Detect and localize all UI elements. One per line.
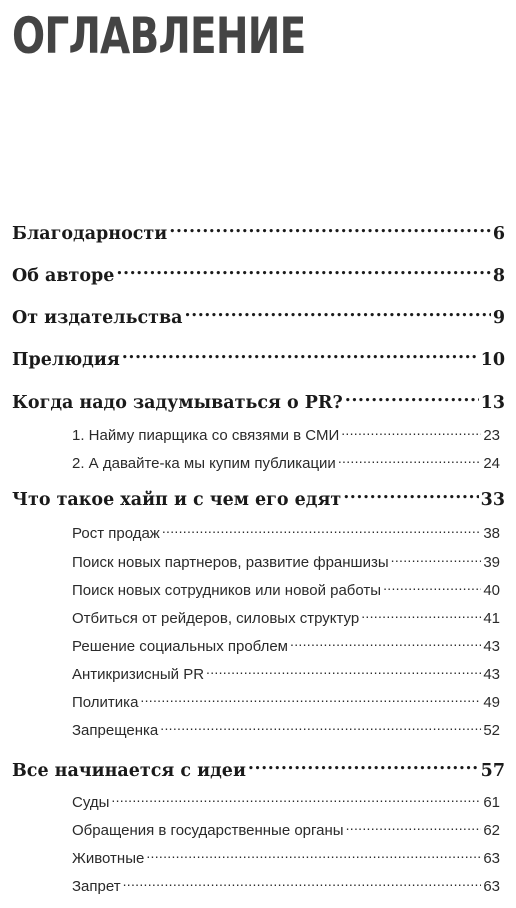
toc-entry-title: Запрещенка: [72, 722, 159, 739]
toc-entry-title: Когда надо задумываться о PR?: [12, 392, 343, 413]
dot-leader: [160, 720, 481, 735]
toc-entry-chapter[interactable]: [12, 305, 505, 330]
toc-entry-section[interactable]: [72, 580, 500, 601]
toc-entry-chapter[interactable]: [12, 347, 505, 372]
dot-leader: [185, 305, 491, 323]
toc-entry-page: 57: [480, 760, 505, 781]
toc-entry-title: Все начинается с идеи: [12, 760, 246, 781]
toc-entry-title: Политика: [72, 694, 139, 711]
toc-entry-title: Решение социальных проблем: [72, 638, 288, 655]
toc-entry-section[interactable]: [72, 720, 500, 741]
toc-entry-title: Поиск новых сотрудников или новой работы: [72, 582, 382, 599]
toc-entry-chapter[interactable]: [12, 390, 505, 415]
toc-entry-section[interactable]: [72, 692, 500, 713]
toc-entry-title: 1. Найму пиарщика со связями в СМИ: [72, 427, 340, 444]
dot-leader: [383, 580, 481, 595]
toc-entry-section[interactable]: [72, 820, 500, 841]
toc-entry-page: 24: [483, 455, 500, 472]
toc-entry-section[interactable]: [72, 608, 500, 629]
toc-entry-section[interactable]: [72, 453, 500, 474]
toc-entry-page: 41: [483, 610, 500, 627]
toc-entry-title: 2. А давайте-ка мы купим публикации: [72, 455, 336, 472]
dot-leader: [338, 453, 482, 468]
toc-entry-page: 63: [483, 850, 500, 867]
toc-entry-section[interactable]: [72, 792, 500, 813]
dot-leader: [122, 347, 479, 365]
toc-entry-page: 9: [492, 307, 505, 328]
toc-entry-title: Отбиться от рейдеров, силовых структур: [72, 610, 360, 627]
toc-entry-page: 49: [483, 694, 500, 711]
toc-entry-page: 52: [483, 722, 500, 739]
toc-entry-title: Суды: [72, 794, 110, 811]
toc-entry-section[interactable]: [72, 664, 500, 685]
toc-entry-page: 43: [483, 666, 500, 683]
toc-entry-page: 63: [483, 878, 500, 895]
toc-entry-title: Рост продаж: [72, 525, 160, 542]
toc-entry-section[interactable]: [72, 523, 500, 544]
dot-leader: [111, 792, 481, 807]
toc-entry-section[interactable]: [72, 425, 500, 446]
toc-entry-section[interactable]: [72, 552, 500, 573]
toc-entry-page: 10: [480, 349, 505, 370]
toc-entry-page: 23: [483, 427, 500, 444]
toc-entry-page: 38: [483, 525, 500, 542]
toc-entry-chapter[interactable]: [12, 263, 505, 288]
toc-entry-page: 39: [483, 554, 500, 571]
toc-entry-title: Что такое хайп и с чем его едят: [12, 489, 342, 510]
toc-entry-title: Об авторе: [12, 265, 115, 286]
dot-leader: [206, 664, 481, 679]
toc-entry-page: 61: [483, 794, 500, 811]
dot-leader: [140, 692, 481, 707]
dot-leader: [123, 876, 482, 891]
toc-entry-title: Благодарности: [12, 223, 168, 244]
toc-entry-title: Животные: [72, 850, 145, 867]
dot-leader: [248, 758, 479, 776]
dot-leader: [391, 552, 482, 567]
toc-entry-chapter[interactable]: [12, 221, 505, 246]
dot-leader: [345, 390, 479, 408]
toc-entry-section[interactable]: [72, 876, 500, 897]
toc-entry-chapter[interactable]: [12, 487, 505, 512]
page-heading: ОГЛАВЛЕНИЕ: [12, 7, 306, 65]
toc-entry-page: 62: [483, 822, 500, 839]
toc-entry-page: 40: [483, 582, 500, 599]
toc-entry-section[interactable]: [72, 636, 500, 657]
toc-entry-page: 6: [492, 223, 505, 244]
toc-entry-title: Антикризисный PR: [72, 666, 205, 683]
dot-leader: [343, 487, 478, 505]
toc-entry-title: Прелюдия: [12, 349, 120, 370]
toc-entry-page: 8: [492, 265, 505, 286]
toc-entry-title: Запрет: [72, 878, 121, 895]
dot-leader: [361, 608, 481, 623]
dot-leader: [341, 425, 481, 440]
toc-entry-title: От издательства: [12, 307, 183, 328]
toc-entry-page: 33: [480, 489, 505, 510]
toc-entry-title: Поиск новых партнеров, развитие франшизы: [72, 554, 389, 571]
toc-entry-page: 43: [483, 638, 500, 655]
toc-entry-title: Обращения в государственные органы: [72, 822, 344, 839]
toc-entry-chapter[interactable]: [12, 758, 505, 783]
toc-entry-page: 13: [480, 392, 505, 413]
dot-leader: [162, 523, 481, 538]
dot-leader: [169, 221, 491, 239]
dot-leader: [146, 848, 481, 863]
dot-leader: [290, 636, 481, 651]
toc-entry-section[interactable]: [72, 848, 500, 869]
dot-leader: [116, 263, 490, 281]
dot-leader: [346, 820, 482, 835]
